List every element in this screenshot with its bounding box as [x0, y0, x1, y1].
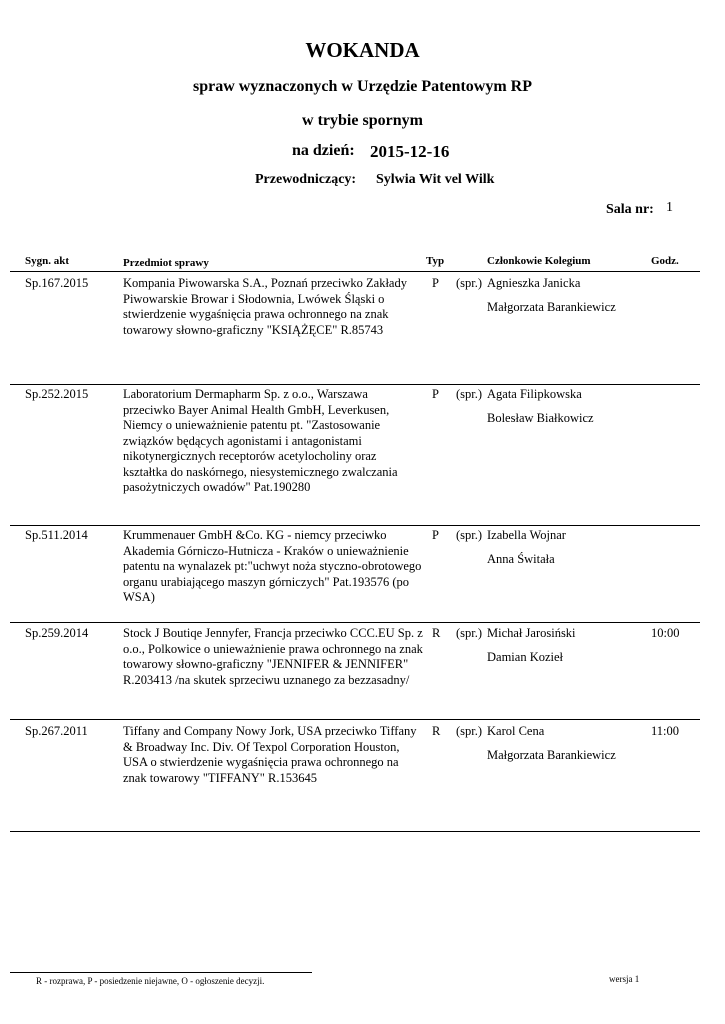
document-version: wersja 1 — [609, 974, 640, 984]
case-type: R — [432, 626, 441, 640]
rapporteur-mark: (spr.) — [456, 387, 483, 401]
rapporteur-mark: (spr.) — [456, 626, 483, 640]
case-type: P — [432, 387, 439, 401]
member-rapporteur: Agnieszka Janicka — [487, 276, 581, 290]
member-second: Małgorzata Barankiewicz — [487, 748, 616, 762]
member-rapporteur: Karol Cena — [487, 724, 545, 738]
chair-label: Przewodniczący: — [255, 172, 357, 187]
case-type: P — [432, 528, 439, 542]
procedure-mode: w trybie spornym — [302, 112, 423, 129]
case-subject: Laboratorium Dermapharm Sp. z o.o., Warszawa przeciwko Bayer Animal Health GmbH, Leverkusen, Niemcy o unieważnienie patentu pt. "Zastosowanie związków będących agonistami i antagonistami nikotynergicznych receptorów acetylocholiny oraz kształtka do naskórnego, niesystemicznego zwalczania pasożytniczych owadów" Pat.190280 — [123, 387, 398, 494]
case-signature: Sp.267.2011 — [25, 724, 88, 738]
column-header-hour: Godz. — [651, 255, 679, 267]
column-header-members: Członkowie Kolegium — [487, 255, 591, 267]
rapporteur-mark: (spr.) — [456, 528, 483, 542]
member-second: Damian Kozieł — [487, 650, 564, 664]
case-signature: Sp.252.2015 — [25, 387, 89, 401]
member-second: Anna Świtała — [487, 552, 555, 566]
chair-value: Sylwia Wit vel Wilk — [376, 172, 495, 187]
date-label: na dzień: — [292, 142, 355, 159]
row-divider — [10, 384, 700, 385]
row-divider — [10, 831, 700, 832]
footer-divider — [10, 972, 312, 973]
case-subject: Tiffany and Company Nowy Jork, USA przeciwko Tiffany & Broadway Inc. Div. Of Texpol Corporation Houston, USA o stwierdzenie wygaśnięcia prawa ochronnego na znak towarowy "TIFFANY" R.153645 — [123, 724, 417, 785]
table-row — [0, 626, 725, 726]
header-divider — [10, 271, 700, 272]
case-signature: Sp.167.2015 — [25, 276, 89, 290]
row-divider — [10, 719, 700, 720]
table-row — [0, 724, 725, 824]
case-hour: 11:00 — [651, 724, 680, 738]
rapporteur-mark: (spr.) — [456, 724, 483, 738]
row-divider — [10, 622, 700, 623]
table-row — [0, 387, 725, 494]
member-second: Małgorzata Barankiewicz — [487, 300, 616, 314]
member-rapporteur: Agata Filipkowska — [487, 387, 582, 401]
rapporteur-mark: (spr.) — [456, 276, 483, 290]
date-value: 2015-12-16 — [370, 142, 450, 161]
room-label: Sala nr: — [606, 202, 654, 217]
column-header-subject: Przedmiot sprawy — [123, 257, 209, 269]
document-subtitle: spraw wyznaczonych w Urzędzie Patentowym RP — [192, 78, 533, 95]
case-hour: 10:00 — [651, 626, 680, 640]
member-second: Bolesław Białkowicz — [487, 411, 594, 425]
column-header-type: Typ — [426, 255, 445, 267]
case-subject: Krummenauer GmbH &Co. KG - niemcy przeciwko Akademia Górniczo-Hutnicza - Kraków o unieważnienie patentu na wynalazek pt:"uchwyt noża styczno-obrotowego organu urabiającego maszyn górniczych" Pat.193576 (po WSA) — [123, 528, 422, 604]
case-type: P — [432, 276, 439, 290]
row-divider — [10, 525, 700, 526]
column-header-signature: Sygn. akt — [25, 255, 70, 267]
case-subject: Kompania Piwowarska S.A., Poznań przeciwko Zakłady Piwowarskie Browar i Słodownia, Lwówek Śląski o stwierdzenie wygaśnięcia prawa ochronnego na znak towarowy słowno-graficzny "KSIĄŻĘCE" R.85743 — [123, 276, 407, 337]
table-row — [0, 276, 725, 376]
type-legend: R - rozprawa, P - posiedzenie niejawne, O - ogłoszenie decyzji. — [36, 976, 265, 986]
case-signature: Sp.511.2014 — [25, 528, 88, 542]
case-type: R — [432, 724, 441, 738]
member-rapporteur: Izabella Wojnar — [487, 528, 566, 542]
table-row — [0, 528, 725, 628]
document-title: WOKANDA — [305, 38, 420, 62]
member-rapporteur: Michał Jarosiński — [487, 626, 576, 640]
case-subject: Stock J Boutiqe Jennyfer, Francja przeciwko CCC.EU Sp. z o.o., Polkowice o unieważnienie prawa ochronnego na znak towarowy słowno-graficzny "JENNIFER & JENNIFER" R.203413 /na skutek sprzeciwu uznanego za bezzasadny/ — [123, 626, 423, 687]
case-signature: Sp.259.2014 — [25, 626, 89, 640]
room-value: 1 — [666, 200, 673, 215]
